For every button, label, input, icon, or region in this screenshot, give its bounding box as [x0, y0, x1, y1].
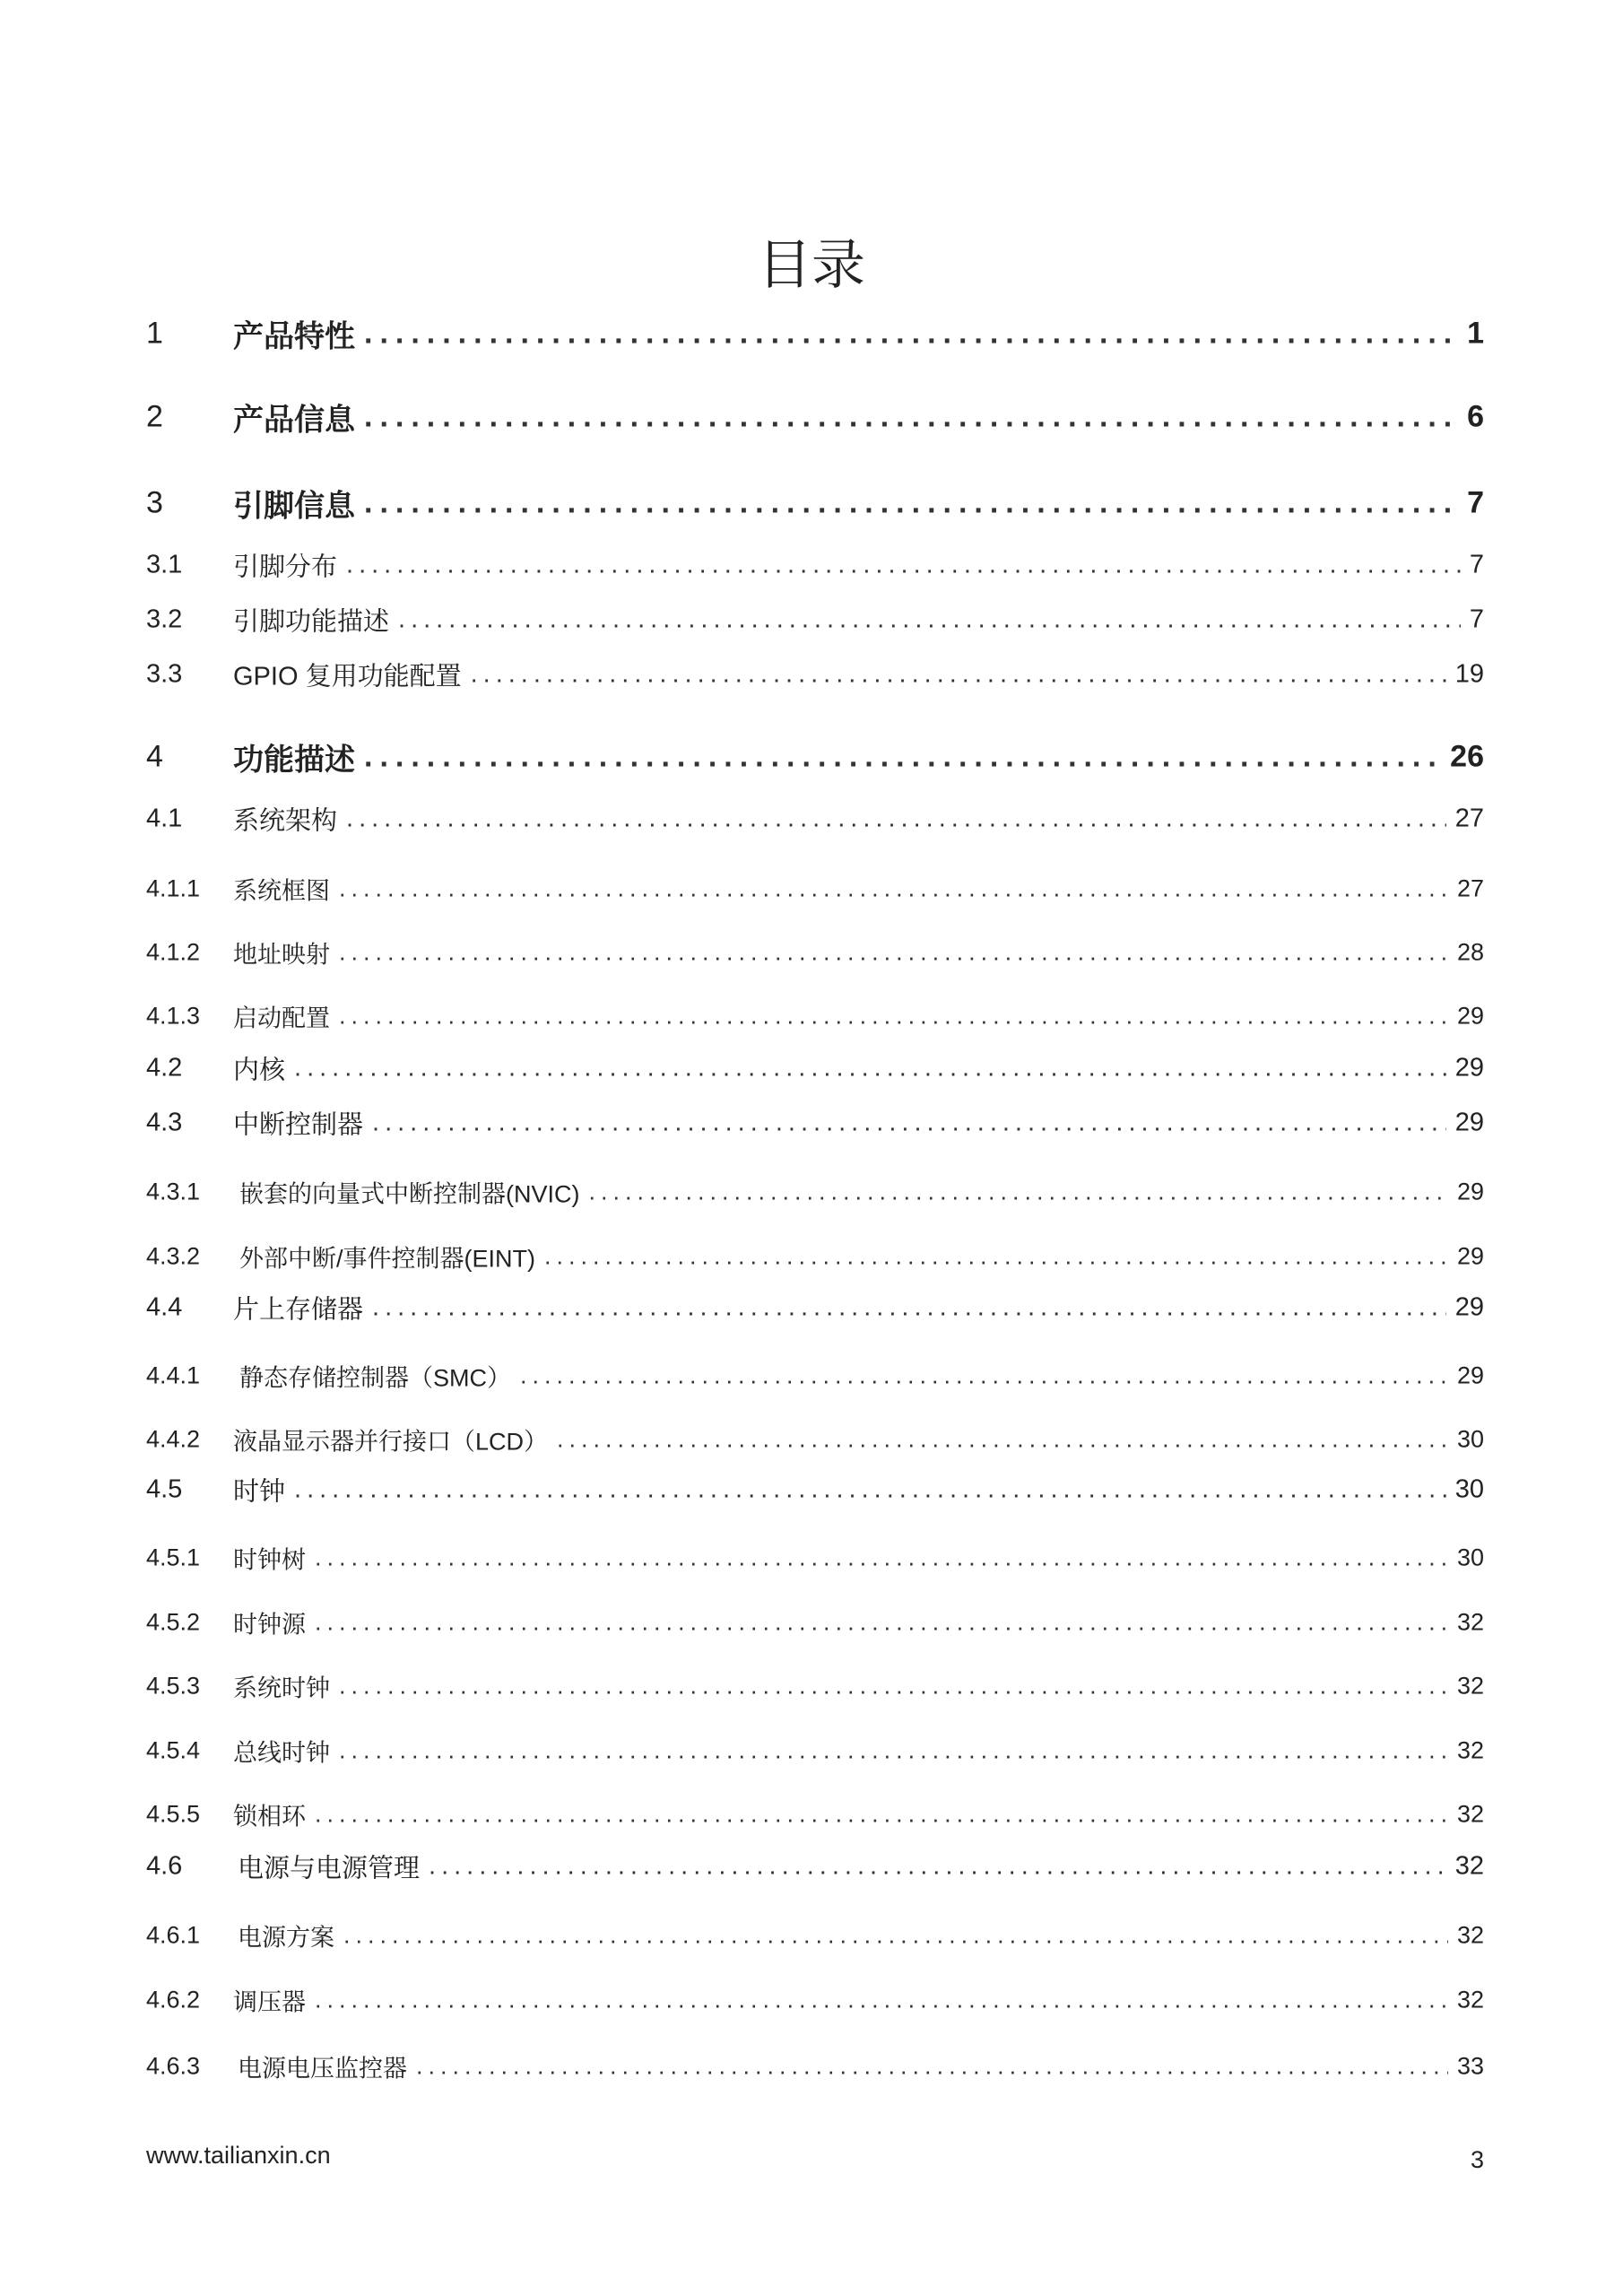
- toc-title: 引脚信息: [233, 489, 355, 524]
- toc-title: 电源与电源管理: [238, 1854, 421, 1883]
- toc-entry[interactable]: [146, 1792, 1484, 1837]
- toc-page: 7: [1467, 485, 1484, 520]
- toc-number: 4.1.3: [146, 1002, 201, 1030]
- toc-number: 4.6: [146, 1851, 183, 1881]
- toc-title: GPIO 复用功能配置: [233, 662, 462, 691]
- toc-entry[interactable]: [146, 1535, 1484, 1580]
- toc-number: 4.4: [146, 1292, 183, 1322]
- leader-dots: [364, 400, 1458, 435]
- toc-title: 嵌套的向量式中断控制器(NVIC): [239, 1180, 580, 1208]
- toc-number: 4.5.4: [146, 1736, 201, 1764]
- leader-dots: [544, 1243, 1448, 1271]
- toc-number: 4.5.3: [146, 1672, 201, 1700]
- toc-entry[interactable]: [146, 1285, 1484, 1330]
- toc-entry[interactable]: [146, 1844, 1484, 1889]
- toc-entry[interactable]: [146, 1467, 1484, 1512]
- toc-number: 4.5.2: [146, 1608, 201, 1636]
- leader-dots: [339, 1673, 1448, 1700]
- toc-number: 4.1.2: [146, 938, 201, 966]
- toc-entry[interactable]: [146, 1170, 1484, 1214]
- leader-dots: [339, 939, 1448, 967]
- toc-number: 4.6.2: [146, 1986, 201, 2013]
- page-title: 目录: [758, 234, 865, 297]
- toc-title: 系统时钟: [233, 1674, 330, 1702]
- toc-page: 30: [1454, 1474, 1484, 1504]
- toc-page: 32: [1456, 1986, 1484, 2013]
- footer-page-number: 3: [1470, 2146, 1484, 2173]
- toc-title: 内核: [233, 1056, 286, 1085]
- toc-entry[interactable]: [146, 1978, 1484, 2022]
- toc-number: 4.1.1: [146, 874, 201, 902]
- leader-dots: [343, 1922, 1448, 1950]
- toc-entry[interactable]: [146, 652, 1484, 697]
- toc-number: 4.4.1: [146, 1361, 201, 1389]
- leader-dots: [315, 1801, 1448, 1829]
- leader-dots: [398, 605, 1461, 635]
- toc-entry[interactable]: [146, 1664, 1484, 1709]
- toc-page: 1: [1467, 316, 1484, 351]
- leader-dots: [557, 1426, 1448, 1454]
- toc-number: 4.6.1: [146, 1921, 201, 1949]
- toc-title: 启动配置: [233, 1004, 330, 1032]
- toc-title: 电源电压监控器: [238, 2055, 407, 2083]
- toc-entry[interactable]: [146, 597, 1484, 642]
- leader-dots: [339, 1003, 1448, 1031]
- toc-number: 4.5: [146, 1474, 183, 1504]
- leader-dots: [520, 1362, 1448, 1390]
- toc-page: 29: [1456, 1178, 1484, 1205]
- toc-page: 6: [1467, 399, 1484, 434]
- toc-page: 29: [1456, 1242, 1484, 1270]
- leader-dots: [339, 875, 1448, 903]
- toc-entry[interactable]: [146, 1600, 1484, 1645]
- toc-number: 3.2: [146, 604, 183, 634]
- leader-dots: [294, 1475, 1446, 1505]
- toc-entry[interactable]: [146, 1100, 1484, 1145]
- toc-title: 产品信息: [233, 403, 355, 438]
- toc-entry[interactable]: [146, 481, 1484, 526]
- toc-number: 4.5.1: [146, 1544, 201, 1571]
- toc-page: 7: [1469, 604, 1484, 634]
- toc-entry[interactable]: [146, 796, 1484, 841]
- toc-title: 引脚功能描述: [233, 607, 390, 637]
- toc-page: 32: [1454, 1851, 1484, 1881]
- leader-dots: [364, 740, 1441, 775]
- leader-dots: [416, 2053, 1448, 2081]
- toc-title: 静态存储控制器（SMC）: [239, 1364, 511, 1392]
- toc-number: 1: [146, 316, 163, 351]
- toc-page: 32: [1456, 1672, 1484, 1700]
- toc-number: 4.2: [146, 1053, 183, 1083]
- toc-title: 系统框图: [233, 877, 330, 905]
- toc-page: 29: [1454, 1108, 1484, 1137]
- leader-dots: [364, 317, 1458, 352]
- toc-title: 功能描述: [233, 743, 355, 778]
- toc-page: 29: [1456, 1002, 1484, 1030]
- toc-page: 33: [1456, 2052, 1484, 2080]
- toc-entry[interactable]: [146, 735, 1484, 779]
- toc-title: 地址映射: [233, 941, 330, 969]
- toc-page: 29: [1454, 1292, 1484, 1322]
- leader-dots: [372, 1109, 1446, 1138]
- toc-title: 时钟树: [233, 1546, 306, 1574]
- toc-title: 外部中断/事件控制器(EINT): [239, 1245, 535, 1273]
- toc-title: 时钟源: [233, 1611, 306, 1639]
- toc-number: 4.3.2: [146, 1242, 201, 1270]
- toc-title: 总线时钟: [233, 1739, 330, 1767]
- toc-page: 32: [1456, 1800, 1484, 1828]
- toc-entry[interactable]: [146, 1417, 1484, 1462]
- leader-dots: [339, 1737, 1448, 1765]
- leader-dots: [372, 1293, 1446, 1323]
- toc-title: 片上存储器: [233, 1295, 364, 1325]
- toc-page: 27: [1454, 804, 1484, 833]
- leader-dots: [471, 660, 1446, 690]
- toc-entry[interactable]: [146, 311, 1484, 356]
- toc-page: 27: [1456, 874, 1484, 902]
- toc-page: 32: [1456, 1736, 1484, 1764]
- toc-entry[interactable]: [146, 1046, 1484, 1091]
- footer-website-link[interactable]: www.tailianxin.cn: [146, 2142, 331, 2169]
- leader-dots: [589, 1178, 1448, 1206]
- toc-page: 28: [1456, 938, 1484, 966]
- toc-title: 系统架构: [233, 806, 338, 836]
- toc-title: 中断控制器: [233, 1110, 364, 1140]
- leader-dots: [346, 804, 1446, 834]
- toc-page: 26: [1450, 739, 1484, 774]
- toc-entry[interactable]: [146, 994, 1484, 1039]
- toc-page: 7: [1469, 550, 1484, 579]
- toc-number: 4.3.1: [146, 1178, 201, 1205]
- toc-title: 电源方案: [238, 1924, 334, 1952]
- toc-title: 锁相环: [233, 1803, 306, 1831]
- toc-title: 产品特性: [233, 319, 355, 354]
- toc-number: 2: [146, 399, 163, 434]
- toc-title: 液晶显示器并行接口（LCD）: [233, 1428, 549, 1456]
- toc-page: 29: [1456, 1361, 1484, 1389]
- toc-number: 3.3: [146, 659, 183, 689]
- toc-title: 时钟: [233, 1477, 286, 1507]
- toc-number: 4.1: [146, 804, 183, 833]
- leader-dots: [315, 1987, 1448, 2014]
- toc-entry[interactable]: [146, 866, 1484, 911]
- toc-page: 29: [1454, 1053, 1484, 1083]
- toc-entry[interactable]: [146, 1913, 1484, 1958]
- toc-entry[interactable]: [146, 1353, 1484, 1398]
- toc-page: 19: [1454, 659, 1484, 689]
- toc-entry[interactable]: [146, 1728, 1484, 1773]
- toc-page: 32: [1456, 1608, 1484, 1636]
- toc-number: 4.5.5: [146, 1800, 201, 1828]
- toc-entry[interactable]: [146, 1234, 1484, 1279]
- leader-dots: [364, 486, 1458, 521]
- toc-number: 4.6.3: [146, 2052, 201, 2080]
- toc-entry[interactable]: [146, 930, 1484, 975]
- leader-dots: [346, 551, 1461, 580]
- toc-entry[interactable]: [146, 395, 1484, 439]
- toc-entry[interactable]: [146, 2044, 1484, 2089]
- toc-number: 4: [146, 739, 163, 774]
- toc-title: 引脚分布: [233, 552, 338, 582]
- toc-page: 30: [1456, 1544, 1484, 1571]
- toc-title: 调压器: [233, 1988, 306, 2016]
- toc-page: 30: [1456, 1425, 1484, 1453]
- leader-dots: [294, 1054, 1446, 1083]
- toc-number: 4.3: [146, 1108, 183, 1137]
- leader-dots: [315, 1544, 1448, 1572]
- toc-number: 3: [146, 485, 163, 520]
- toc-entry[interactable]: [146, 543, 1484, 587]
- toc-number: 3.1: [146, 550, 183, 579]
- leader-dots: [315, 1609, 1448, 1637]
- leader-dots: [429, 1852, 1446, 1882]
- toc-page: 32: [1456, 1921, 1484, 1949]
- toc-number: 4.4.2: [146, 1425, 201, 1453]
